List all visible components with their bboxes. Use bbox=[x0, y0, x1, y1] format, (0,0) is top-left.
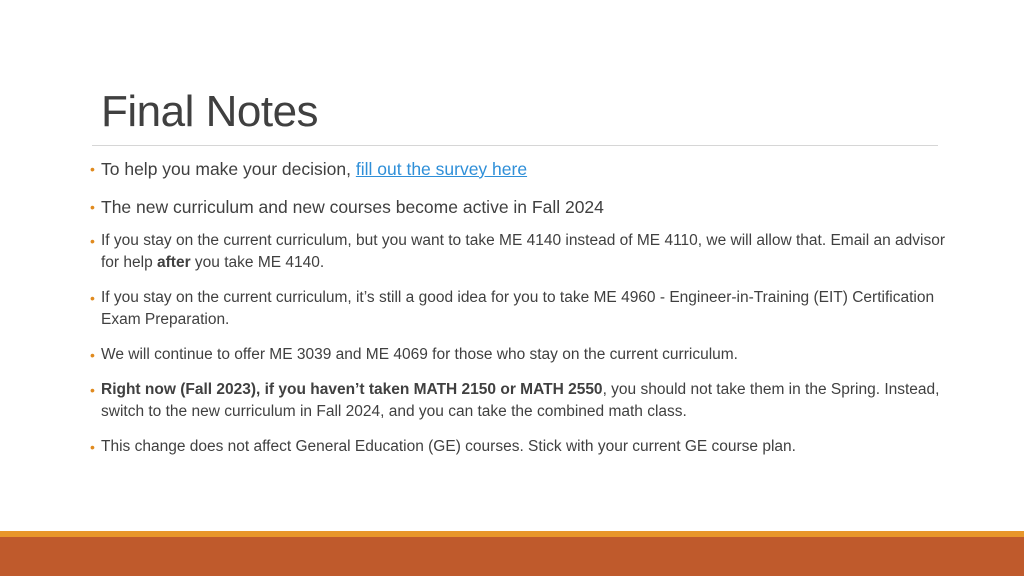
bullet-continue-offer bbox=[90, 344, 950, 366]
bullet-emphasis: after bbox=[157, 254, 191, 271]
bullet-text: This change does not affect General Education (GE) courses. Stick with your current GE course plan. bbox=[101, 438, 796, 455]
bullet-dot: • bbox=[90, 439, 95, 455]
bullet-text: , you should not take them in the Spring. Instead, switch to the new curriculum in Fall 2024, and you can take the combined math class. bbox=[101, 381, 940, 420]
bullet-text: If you stay on the current curriculum, but you want to take ME 4140 instead of ME 4110, we will allow that. Email an advisor for help bbox=[101, 232, 946, 271]
bullet-ge bbox=[90, 436, 950, 458]
bullet-me4140 bbox=[90, 230, 950, 274]
bullet-list bbox=[90, 156, 950, 458]
bullet-text: you take ME 4140. bbox=[190, 254, 325, 271]
footer-band bbox=[0, 537, 1024, 576]
bullet-text: To help you make your decision, bbox=[101, 159, 356, 179]
bullet-text: If you stay on the current curriculum, it’s still a good idea for you to take ME 4960 - Engineer-in-Training (EIT) Certification Exam Preparation. bbox=[101, 289, 935, 328]
slide-title: Final Notes bbox=[101, 87, 319, 136]
bullet-text: We will continue to offer ME 3039 and ME 4069 for those who stay on the current curriculum. bbox=[101, 346, 738, 363]
bullet-me4960 bbox=[90, 287, 950, 331]
bullet-new-curriculum bbox=[90, 194, 950, 220]
bullet-dot: • bbox=[90, 161, 95, 177]
survey-link[interactable]: fill out the survey here bbox=[355, 159, 528, 179]
bullet-math bbox=[90, 379, 950, 423]
bullet-dot: • bbox=[90, 290, 95, 306]
bullet-survey bbox=[90, 156, 950, 182]
title-divider bbox=[92, 145, 938, 146]
bullet-text: The new curriculum and new courses become active in Fall 2024 bbox=[101, 197, 604, 217]
bullet-dot: • bbox=[90, 233, 95, 249]
bullet-dot: • bbox=[90, 199, 95, 215]
bullet-dot: • bbox=[90, 382, 95, 398]
bullet-emphasis: Right now (Fall 2023), if you haven’t taken MATH 2150 or MATH 2550 bbox=[101, 381, 603, 398]
bullet-dot: • bbox=[90, 347, 95, 363]
